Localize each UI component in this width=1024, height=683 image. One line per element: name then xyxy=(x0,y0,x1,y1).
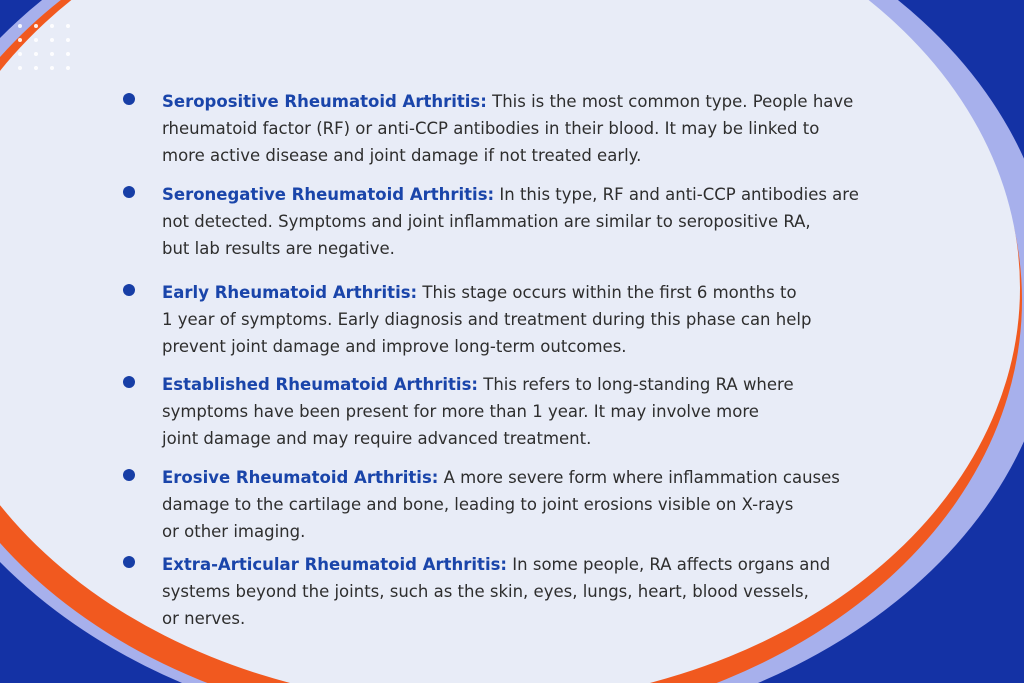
bullet-icon xyxy=(123,469,135,481)
list-item-early xyxy=(162,279,862,360)
item-text-line: systems beyond the joints, such as the skin, eyes, lungs, heart, blood vessels, xyxy=(162,582,809,601)
item-text-line: more active disease and joint damage if not treated early. xyxy=(162,146,642,165)
item-text-line: In this type, RF and anti-CCP antibodies are xyxy=(499,185,859,204)
list-item-erosive xyxy=(162,464,862,545)
item-term: Seronegative Rheumatoid Arthritis: xyxy=(162,185,495,204)
item-term: Early Rheumatoid Arthritis: xyxy=(162,283,418,302)
bullet-icon xyxy=(123,186,135,198)
list-item-extra-articular xyxy=(162,551,862,632)
item-term: Extra-Articular Rheumatoid Arthritis: xyxy=(162,555,508,574)
item-term: Erosive Rheumatoid Arthritis: xyxy=(162,468,439,487)
item-text-line: This refers to long-standing RA where xyxy=(483,375,794,394)
list-item-seronegative xyxy=(162,181,862,262)
item-term: Seropositive Rheumatoid Arthritis: xyxy=(162,92,487,111)
item-text-line: damage to the cartilage and bone, leading to joint erosions visible on X-rays xyxy=(162,495,794,514)
item-text-line: not detected. Symptoms and joint inflammation are similar to seropositive RA, xyxy=(162,212,811,231)
bullet-icon xyxy=(123,93,135,105)
item-text-line: but lab results are negative. xyxy=(162,239,395,258)
item-text-line: In some people, RA affects organs and xyxy=(512,555,831,574)
item-text-line: joint damage and may require advanced treatment. xyxy=(162,429,592,448)
item-text-line: symptoms have been present for more than 1 year. It may involve more xyxy=(162,402,759,421)
item-text-line: or other imaging. xyxy=(162,522,306,541)
item-text-line: This stage occurs within the first 6 months to xyxy=(422,283,797,302)
item-text-line: A more severe form where inflammation causes xyxy=(443,468,840,487)
item-term: Established Rheumatoid Arthritis: xyxy=(162,375,478,394)
bullet-icon xyxy=(123,376,135,388)
list-item-seropositive xyxy=(162,88,862,169)
item-text-line: This is the most common type. People have xyxy=(492,92,854,111)
item-text-line: or nerves. xyxy=(162,609,246,628)
list-item-established xyxy=(162,371,862,452)
item-text-line: prevent joint damage and improve long-term outcomes. xyxy=(162,337,627,356)
item-text-line: rheumatoid factor (RF) or anti-CCP antibodies in their blood. It may be linked to xyxy=(162,119,820,138)
bullet-icon xyxy=(123,556,135,568)
bullet-icon xyxy=(123,284,135,296)
item-text-line: 1 year of symptoms. Early diagnosis and treatment during this phase can help xyxy=(162,310,812,329)
